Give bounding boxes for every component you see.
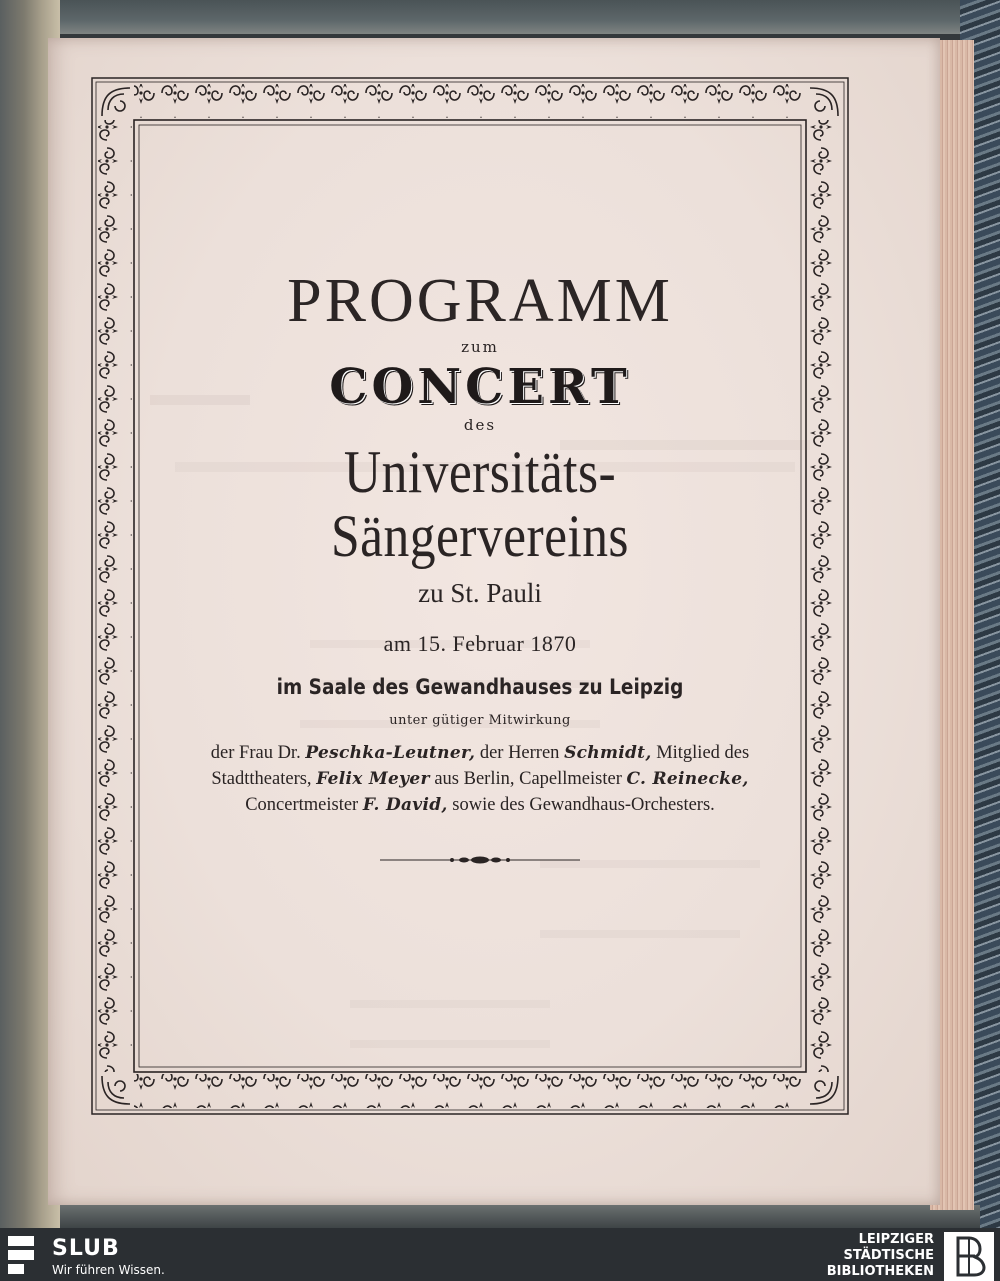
- slub-tagline: Wir führen Wissen.: [52, 1263, 165, 1277]
- lsb-logo-icon: [944, 1232, 994, 1281]
- performers-p6: Concertmeister: [245, 795, 359, 815]
- performers-p7: sowie des Gewandhaus-Orchesters.: [452, 795, 715, 815]
- lsb-line3: BIBLIOTHEKEN: [826, 1264, 934, 1279]
- ornamental-divider: [380, 854, 580, 866]
- program-content: [150, 267, 810, 866]
- word-des: des: [463, 416, 497, 434]
- lsb-name: [827, 1232, 934, 1280]
- slub-logo-icon: [8, 1236, 34, 1274]
- performers-p1: der Frau Dr.: [210, 743, 301, 763]
- word-zum: zum: [461, 338, 499, 356]
- society-name: Universitäts-Sängervereins: [331, 439, 629, 569]
- program-title: PROGRAMM: [287, 267, 673, 335]
- performers-p5: aus Berlin, Capellmeister: [434, 769, 622, 789]
- performers-p3: Mitglied des: [656, 743, 750, 763]
- book-cover-bottom: [60, 1205, 980, 1228]
- lsb-line2: STÄDTISCHE: [843, 1248, 934, 1263]
- performer-peschka-leutner: Peschka-Leutner,: [305, 743, 476, 763]
- concert-date: am 15. Februar 1870: [383, 631, 577, 656]
- performers-p2: der Herren: [479, 743, 560, 763]
- event-title: CONCERT: [329, 359, 631, 415]
- slub-name: SLUB: [52, 1236, 120, 1261]
- performer-david: F. David,: [362, 795, 448, 815]
- performers-text: [150, 740, 810, 818]
- concert-venue: im Saale des Gewandhauses zu Leipzig: [276, 675, 684, 699]
- performer-felix-meyer: Felix Meyer: [316, 769, 430, 789]
- assistance-line: unter gütiger Mitwirkung: [389, 713, 571, 728]
- performer-reinecke: C. Reinecke,: [626, 769, 749, 789]
- performers-p4: Stadttheaters,: [211, 769, 312, 789]
- book-cover-top: [60, 0, 980, 34]
- society-place: zu St. Pauli: [418, 578, 542, 608]
- lsb-line1: LEIPZIGER: [858, 1232, 934, 1247]
- performer-schmidt: Schmidt,: [564, 743, 652, 763]
